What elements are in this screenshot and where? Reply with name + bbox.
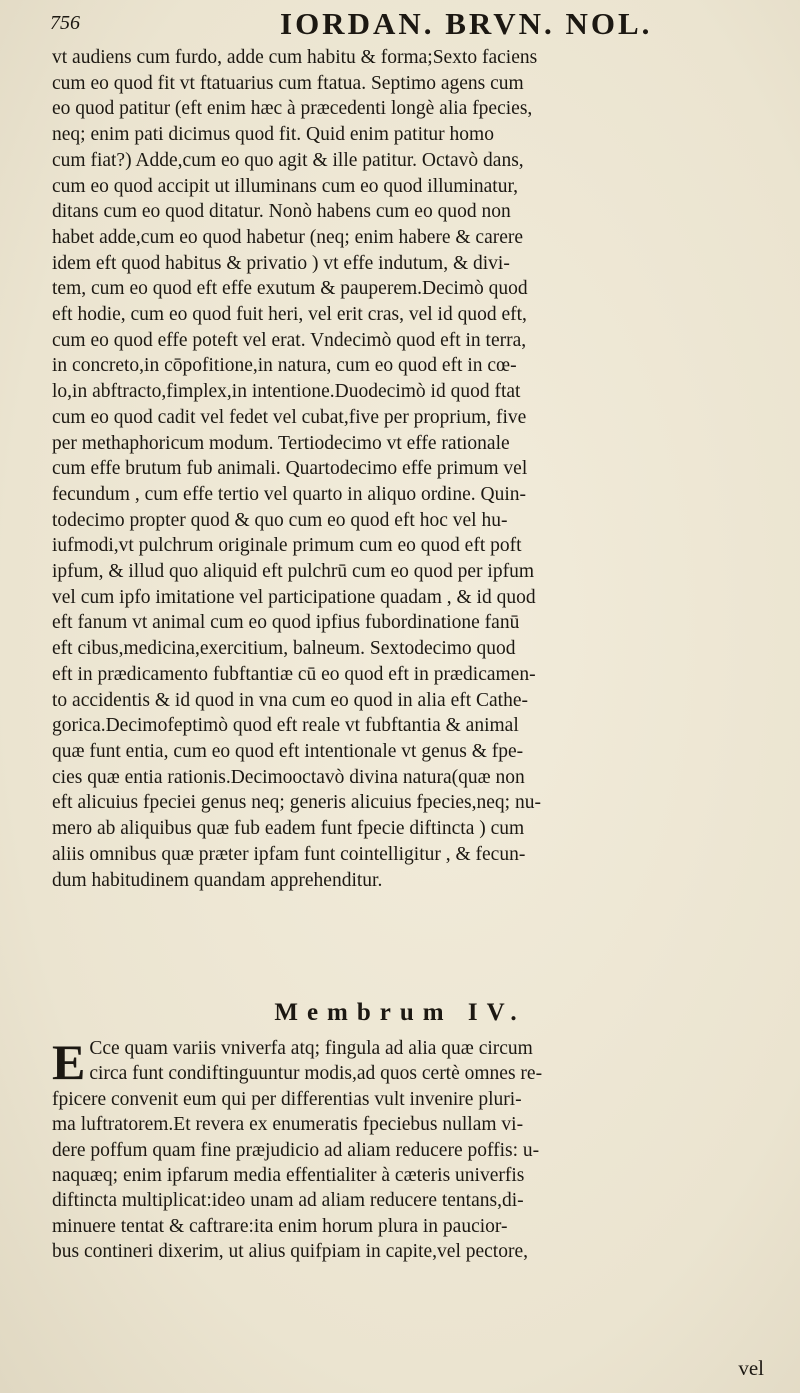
text-line: neq; enim pati dicimus quod fit. Quid enim patitur homo: [52, 124, 494, 146]
section-line: minuere tentat & caftrare:ita enim horum plura in paucior-: [52, 1215, 508, 1237]
text-line: idem eft quod habitus & privatio ) vt effe indutum, & divi-: [52, 252, 510, 274]
text-line: lo,in abftracto,fimplex,in intentione.Duodecimò id quod ftat: [52, 381, 521, 403]
text-line: eft fanum vt animal cum eo quod ipfius fubordinatione fanū: [52, 612, 520, 634]
section-heading: Membrum IV.: [274, 999, 526, 1026]
text-line: cum eo quod cadit vel fedet vel cubat,five per proprium, five: [52, 406, 527, 428]
text-line: todecimo propter quod & quo cum eo quod eft hoc vel hu-: [52, 509, 508, 531]
text-line: tem, cum eo quod eft effe exutum & pauperem.Decimò quod: [52, 278, 528, 300]
text-line: fecundum , cum effe tertio vel quarto in aliquo ordine. Quin-: [52, 483, 526, 505]
text-line: cies quæ entia rationis.Decimooctavò divina natura(quæ non: [52, 766, 525, 788]
section-line: fpicere convenit eum qui per differentias vult invenire pluri-: [52, 1088, 522, 1110]
text-line: quæ funt entia, cum eo quod eft intentionale vt genus & fpe-: [52, 740, 524, 762]
main-text: [52, 45, 776, 893]
text-line: vel cum ipfo imitatione vel participatione quadam , & id quod: [52, 586, 536, 608]
section-line: dere poffum quam fine præjudicio ad aliam reducere poffis: u-: [52, 1139, 540, 1161]
text-line: dum habitudinem quandam apprehenditur.: [52, 869, 383, 891]
section-text: [52, 1036, 776, 1265]
text-line: eo quod patitur (eft enim hæc à præcedenti longè alia fpecies,: [52, 98, 533, 120]
text-line: to accidentis & id quod in vna cum eo quod in alia eft Cathe-: [52, 689, 528, 711]
text-line: cum effe brutum fub animali. Quartodecimo effe primum vel: [52, 458, 528, 480]
section-line: diftincta multiplicat:ideo unam ad aliam reducere tentans,di-: [52, 1190, 524, 1212]
text-line: ditans cum eo quod ditatur. Nonò habens cum eo quod non: [52, 201, 511, 223]
text-line: ipfum, & illud quo aliquid eft pulchrū cum eo quod per ipfum: [52, 561, 534, 583]
section-line: naquæq; enim ipfarum media effentialiter à cæteris univerfis: [52, 1165, 525, 1187]
catchword: vel: [738, 1356, 764, 1380]
text-line: aliis omnibus quæ præter ipfam funt cointelligitur , & fecun-: [52, 843, 526, 865]
text-line: cum eo quod accipit ut illuminans cum eo quod illuminatur,: [52, 175, 519, 197]
text-line: vt audiens cum furdo, adde cum habitu & forma;Sexto faciens: [52, 47, 538, 68]
text-line: cum fiat?) Adde,cum eo quo agit & ille patitur. Octavò dans,: [52, 149, 524, 171]
text-line: eft alicuius fpeciei genus neq; generis alicuius fpecies,neq; nu-: [52, 792, 541, 814]
page-number: 756: [50, 12, 80, 34]
text-line: iufmodi,vt pulchrum originale primum cum eo quod eft poft: [52, 535, 522, 557]
text-line: eft hodie, cum eo quod fuit heri, vel erit cras, vel id quod eft,: [52, 304, 527, 326]
text-line: in concreto,in cōpofitione,in natura, cum eo quod eft in cœ-: [52, 355, 517, 377]
drop-capital: E: [52, 1034, 86, 1090]
text-line: per methaphoricum modum. Tertiodecimo vt effe rationale: [52, 432, 510, 454]
text-line: cum eo quod fit vt ftatuarius cum ftatua. Septimo agens cum: [52, 72, 524, 94]
text-line: mero ab aliquibus quæ fub eadem funt fpecie diftincta ) cum: [52, 818, 525, 840]
text-line: cum eo quod effe poteft vel erat. Vndecimò quod eft in terra,: [52, 329, 527, 351]
running-head: IORDAN. BRVN. NOL.: [280, 6, 653, 41]
section-line: Cce quam variis vniverfa atq; fingula ad alia quæ circum: [89, 1038, 533, 1059]
text-line: eft in prædicamento fubftantiæ cū eo quod eft in prædicamen-: [52, 663, 536, 685]
section-line: circa funt condiftinguuntur modis,ad quos certè omnes re-: [89, 1063, 543, 1085]
section-line: ma luftratorem.Et revera ex enumeratis fpeciebus nullam vi-: [52, 1114, 524, 1136]
text-line: gorica.Decimofeptimò quod eft reale vt fubftantia & animal: [52, 715, 519, 737]
text-line: eft cibus,medicina,exercitium, balneum. Sextodecimo quod: [52, 638, 516, 660]
section-line: bus contineri dixerim, ut alius quifpiam in capite,vel pectore,: [52, 1241, 528, 1263]
page-header: [50, 6, 770, 46]
text-line: habet adde,cum eo quod habetur (neq; enim habere & carere: [52, 226, 524, 248]
